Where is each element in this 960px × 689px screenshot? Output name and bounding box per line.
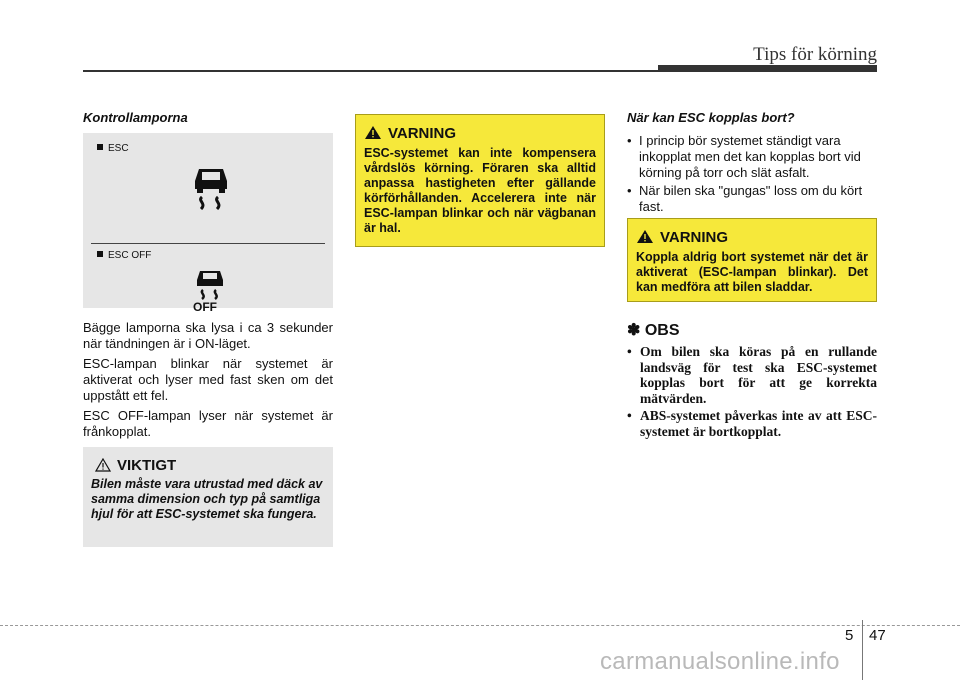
footer-rule [0,625,960,626]
list-item: • Om bilen ska köras på en rullande landsväg för test ska ESC-systemet kopplas bort för att ge korrekta mätvärden. [627,344,877,406]
warning-heading: VARNING [364,125,596,142]
list-item: • När bilen ska "gungas" loss om du kört fast. [627,183,877,215]
warning-icon [364,125,382,140]
warning-icon [636,229,654,244]
esc-lamp-icon [193,163,229,211]
indicator-lamps-section [83,110,333,444]
warning-box-disable [627,218,877,302]
caution-icon [95,458,111,472]
obs-section [627,320,877,441]
warning-body: ESC-systemet kan inte kompensera vårdslös körning. Föraren ska alltid anpassa hastigheten efter gällande körförhållanden. Accelerera inte när ESC-lampan blinkar och när vägbanan är hal. [364,146,596,235]
off-text: OFF [193,300,217,314]
esc-disable-title: När kan ESC kopplas bort? [627,110,795,125]
paragraph: ESC OFF-lampan lyser när systemet är frånkopplat. [83,408,333,439]
obs-list [627,344,877,439]
warning-body: Koppla aldrig bort systemet när det är aktiverat (ESC-lampan blinkar). Det kan medföra att bilen sladdar. [636,250,868,294]
indicator-lamps-panel [83,133,333,314]
list-item: • I princip bör systemet ständigt vara inkopplat men det kan kopplas bort vid körning på torr och slät asfalt. [627,133,877,181]
panel-divider [91,243,325,244]
obs-heading: ✽ OBS [627,322,680,339]
esc-disable-section [627,110,877,217]
page-separator [862,620,863,680]
esc-off-label: ESC OFF [97,250,151,261]
header-bar [658,65,877,72]
viktigt-box [83,447,333,547]
header-rule [83,70,663,72]
list-item: • ABS-systemet påverkas inte av att ESC-systemet är bortkopplat. [627,408,877,439]
page-header-title: Tips för körning [753,44,877,65]
paragraph: Bägge lamporna ska lysa i ca 3 sekunder när tändningen är i ON-läget. [83,320,333,351]
indicator-lamps-title: Kontrollamporna [83,110,188,125]
esc-disable-list [627,133,877,215]
viktigt-body: Bilen måste vara utrustad med däck av samma dimension och typ på samtliga hjul för att ESC-systemet ska fungera. [91,477,323,521]
viktigt-heading: VIKTIGT [91,457,325,474]
warning-heading: VARNING [636,229,868,246]
section-number: 5 [845,627,854,644]
esc-label: ESC [97,143,129,154]
paragraph: ESC-lampan blinkar när systemet är aktiverat och lyser med fast sken om det uppstått ett fel. [83,356,333,403]
warning-box-esc [355,114,605,247]
watermark: carmanualsonline.info [600,648,840,675]
page-number: 47 [869,627,886,644]
esc-off-lamp-icon [195,268,225,304]
